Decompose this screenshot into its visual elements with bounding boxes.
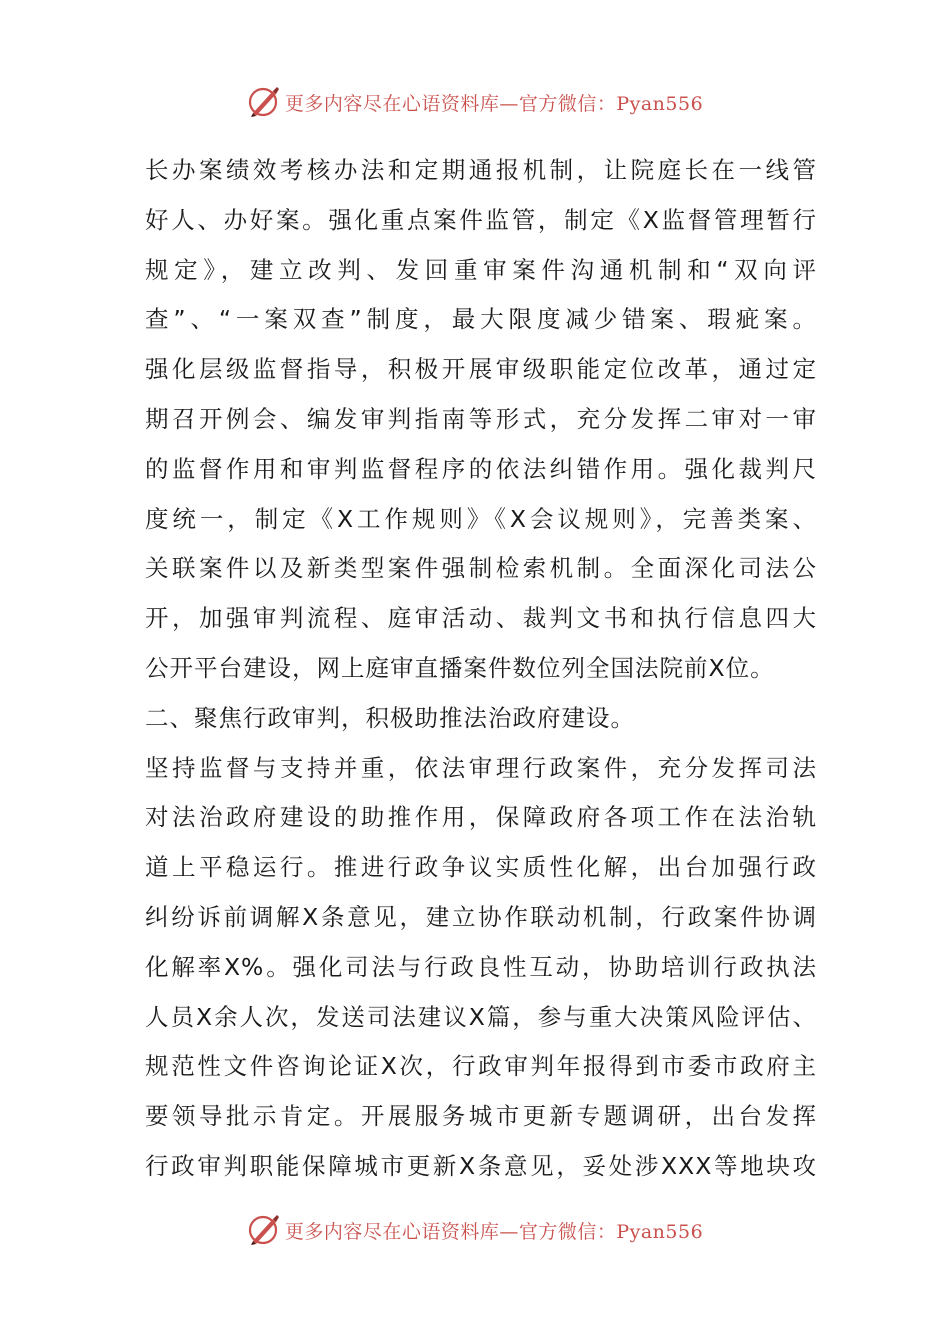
- pen-in-circle-icon: [247, 85, 281, 119]
- text-line: 规范性文件咨询论证X次，行政审判年报得到市委市政府主: [145, 1052, 817, 1081]
- pen-in-circle-icon: [247, 1213, 281, 1247]
- text-line: 规定》，建立改判、发回重审案件沟通机制和“双向评: [145, 255, 817, 284]
- text-line: 好人、办好案。强化重点案件监管，制定《X监督管理暂行: [145, 205, 817, 234]
- text-line: 道上平稳运行。推进行政争议实质性化解，出台加强行政: [145, 853, 817, 882]
- text-line: 度统一，制定《X工作规则》《X会议规则》，完善类案、: [145, 504, 817, 533]
- header-watermark-banner: [0, 82, 950, 122]
- text-line: 纠纷诉前调解X条意见，建立协作联动机制，行政案件协调: [145, 902, 817, 931]
- text-line: 行政审判职能保障城市更新X条意见，妥处涉XXX等地块攻: [145, 1151, 817, 1180]
- footer-watermark-banner: [0, 1210, 950, 1250]
- text-line: 强化层级监督指导，积极开展审级职能定位改革，通过定: [145, 355, 817, 384]
- text-line: 查”、“一案双查”制度，最大限度减少错案、瑕疵案。: [145, 305, 817, 334]
- paragraph-2: [145, 744, 817, 1192]
- text-line: 化解率X%。强化司法与行政良性互动，协助培训行政执法: [145, 952, 817, 981]
- text-line: 人员X余人次，发送司法建议X篇，参与重大决策风险评估、: [145, 1002, 817, 1031]
- text-line: 对法治政府建设的助推作用，保障政府各项工作在法治轨: [145, 803, 817, 832]
- document-body: [145, 146, 817, 1192]
- text-line: 开，加强审判流程、庭审活动、裁判文书和执行信息四大: [145, 604, 817, 633]
- watermark-text: 更多内容尽在心语资料库—官方微信：Pyan556: [284, 92, 704, 115]
- text-line: 关联案件以及新类型案件强制检索机制。全面深化司法公: [145, 554, 817, 583]
- text-line: 的监督作用和审判监督程序的依法纠错作用。强化裁判尺: [145, 454, 817, 483]
- text-line: 期召开例会、编发审判指南等形式，充分发挥二审对一审: [145, 404, 817, 433]
- watermark-text: 更多内容尽在心语资料库—官方微信：Pyan556: [284, 1220, 704, 1243]
- text-line: 长办案绩效考核办法和定期通报机制，让院庭长在一线管: [145, 156, 817, 184]
- paragraph-1: [145, 146, 817, 694]
- section-heading: 二、聚焦行政审判，积极助推法治政府建设。: [145, 703, 635, 732]
- text-line: 公开平台建设，网上庭审直播案件数位列全国法院前X位。: [145, 653, 775, 682]
- text-line: 坚持监督与支持并重，依法审理行政案件，充分发挥司法: [145, 753, 817, 782]
- text-line: 要领导批示肯定。开展服务城市更新专题调研，出台发挥: [145, 1102, 817, 1131]
